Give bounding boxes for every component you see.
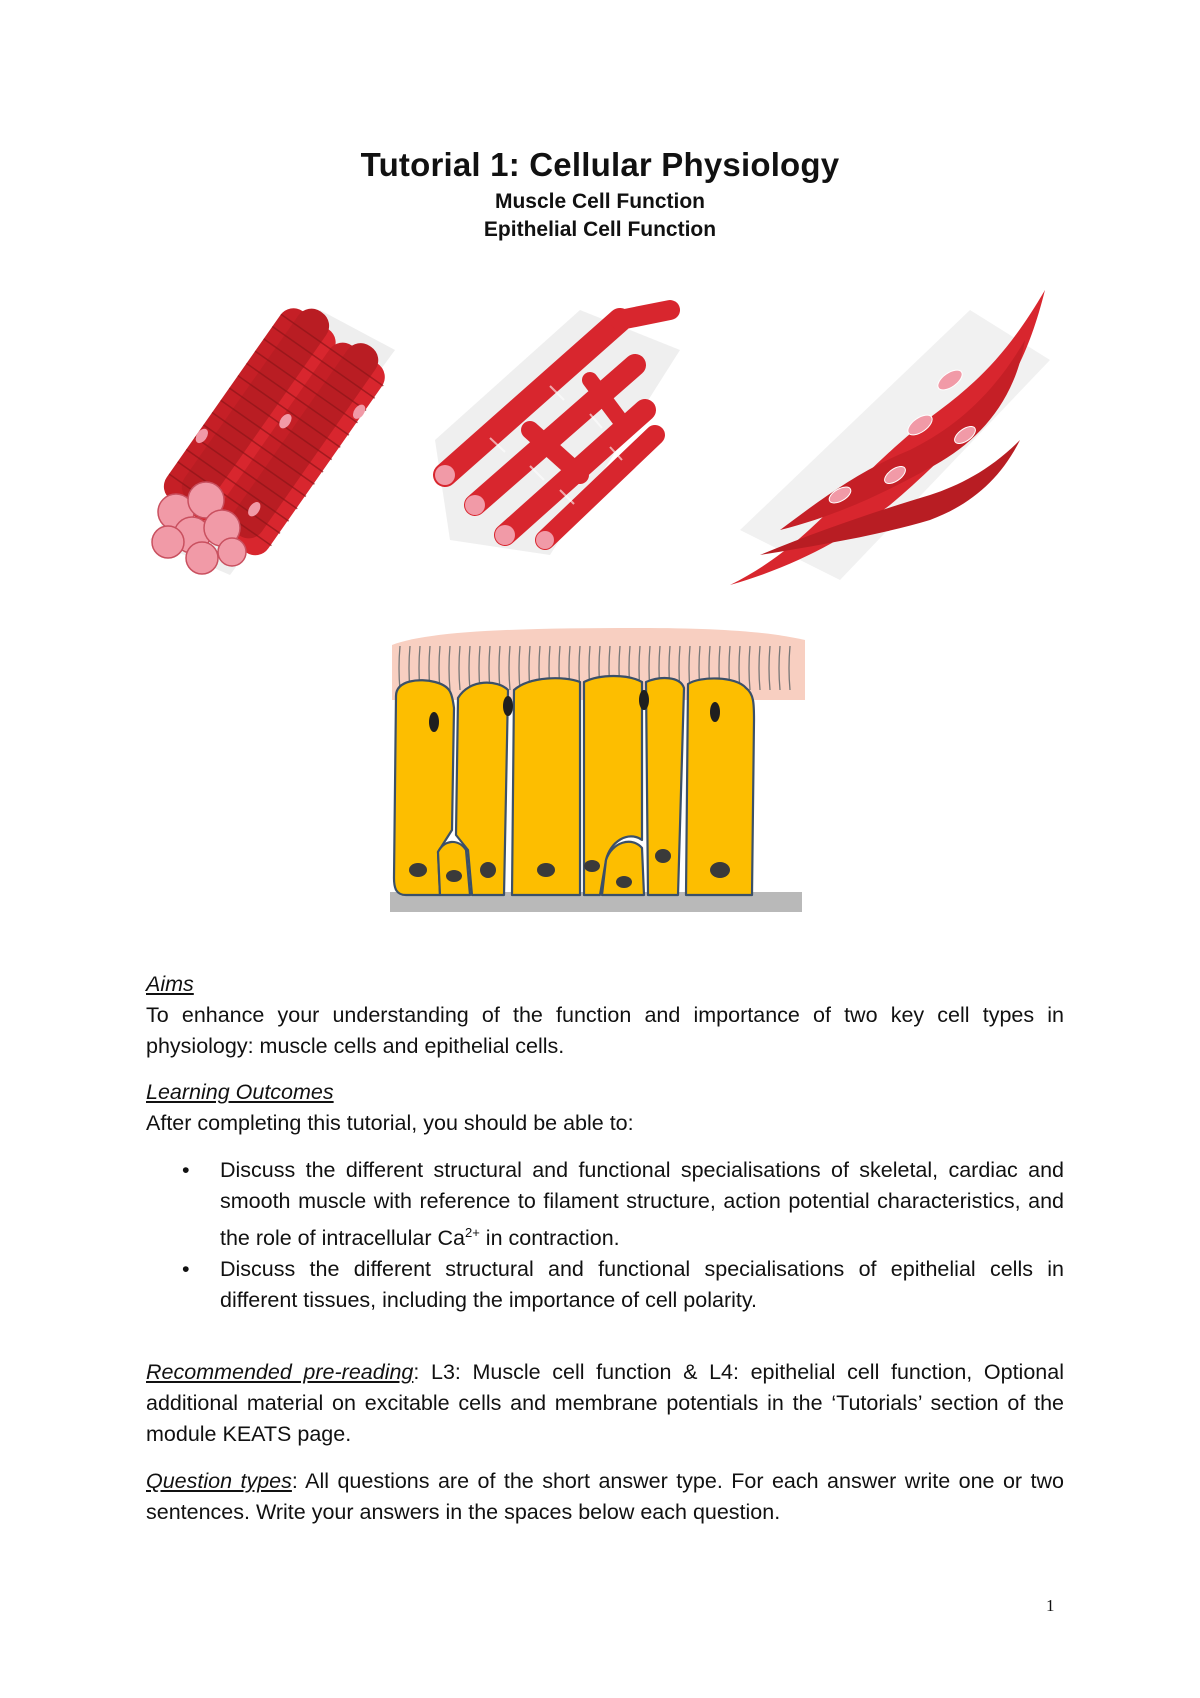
learning-outcomes-list — [146, 1155, 1064, 1316]
question-types-section — [146, 1466, 1064, 1528]
smooth-muscle-illustration — [720, 280, 1060, 600]
outcome-2-text: Discuss the different structural and functional specialisations of epithelial cells in different tissues, including the importance of cell polarity. — [220, 1257, 1064, 1313]
subtitle-muscle: Muscle Cell Function — [494, 190, 706, 213]
learning-outcomes-heading: Learning Outcomes — [146, 1080, 334, 1104]
aims-heading: Aims — [146, 972, 194, 996]
learning-outcomes-section — [146, 1077, 1064, 1316]
question-types-label: Question types — [146, 1469, 292, 1493]
pre-reading-label: Recommended pre-reading — [146, 1360, 414, 1384]
epithelial-tissue-illustration — [380, 620, 810, 920]
question-types-text: : All questions are of the short answer type. For each answer write one or two sentences. Write your answers in the spaces below each question. — [146, 1469, 1064, 1524]
bullet-icon: • — [182, 1158, 190, 1182]
aims-section — [146, 969, 1064, 1062]
list-item — [182, 1254, 1064, 1316]
outcome-1-text-end: in contraction. — [479, 1226, 620, 1251]
outcome-1-text: Discuss the different structural and functional specialisations of skeletal, cardiac and smooth muscle with reference to filament structure, action potential characteristics, and the role of intracellular Ca — [220, 1158, 1064, 1251]
learning-outcomes-intro: After completing this tutorial, you should be able to: — [146, 1111, 634, 1135]
page-number: 1 — [1046, 1596, 1055, 1615]
subtitle-epithelial: Epithelial Cell Function — [483, 218, 717, 241]
page-title: Tutorial 1: Cellular Physiology — [360, 146, 840, 183]
pre-reading-text: : L3: Muscle cell function & L4: epithelial cell function, Optional additional material on excitable cells and membrane potentials in the ‘Tutorials’ section of the module KEATS page. — [146, 1360, 1064, 1446]
pre-reading-section — [146, 1357, 1064, 1450]
cardiac-muscle-illustration — [430, 290, 705, 565]
skeletal-muscle-illustration — [140, 290, 400, 580]
aims-text: To enhance your understanding of the function and importance of two key cell types in physiology: muscle cells and epithelial cells. — [146, 1003, 1064, 1058]
list-item — [182, 1155, 1064, 1254]
outcome-1-superscript: 2+ — [464, 1225, 480, 1240]
bullet-icon: • — [182, 1257, 190, 1282]
